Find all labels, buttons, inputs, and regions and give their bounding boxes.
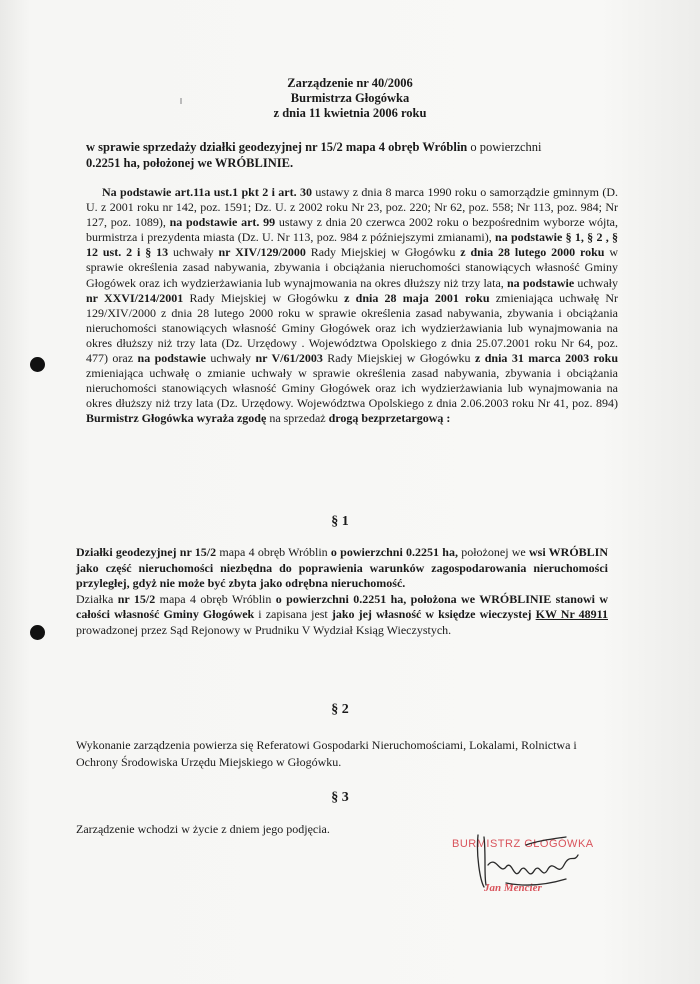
sec1-bold: jako jej własność w księdze wieczystej [331, 607, 532, 621]
basis-text: uchwały [205, 351, 256, 366]
sec1-text: i zapisana jest [254, 607, 332, 621]
document-subject [86, 140, 626, 171]
basis-text: ustawy z dnia 8 marca 1990 roku o samorządzie gminnym (D. U. z 2001 roku nr 142, poz. 1591; Dz. U. z 2002 roku Nr 23, poz. 220; Nr 62, poz. 558; Nr 113, poz. 984; Nr 127, poz. 1089), [86, 185, 618, 230]
basis-text: uchwały [168, 245, 219, 260]
document-header [240, 76, 460, 121]
basis-text: w sprawie określenia zasad nabywania, zbywania i obciążania nieruchomości stanowiących własność Gminy Głogówek oraz ich wydzierżawiania lub wynajmowania na okres dłuższy niż trzy lata, [86, 245, 618, 290]
pen-mark [180, 98, 182, 104]
basis-bold: na podstawie [137, 351, 206, 366]
header-date: z dnia 11 kwietnia 2006 roku [273, 106, 427, 120]
section-1-paragraph-1 [76, 545, 608, 592]
subject-text-bold: w sprawie sprzedaży działki geodezyjnej nr 15/2 mapa 4 obręb Wróblin [86, 140, 468, 154]
sec1-bold: wsi WRÓBLIN jako część nieruchomości niezbędna do poprawienia warunków zagospodarowania nieruchomości przyległej, gdyż nie może być zbyta jako odrębna nieruchomość. [76, 545, 609, 590]
basis-bold: drogą bezprzetargową : [328, 411, 451, 426]
basis-text: ustawy z dnia 20 czerwca 2002 roku o bezpośrednim wyborze wójta, burmistrza i prezydenta miasta (Dz. U. Nr 113, poz. 984 z późniejszymi zmianami), [86, 215, 618, 245]
basis-bold: z dnia 28 maja 2001 roku [344, 290, 490, 305]
basis-bold: Na podstawie art.11a ust.1 pkt 2 i art. 30 [102, 185, 312, 199]
basis-bold: z dnia 28 lutego 2000 roku [460, 245, 605, 260]
basis-bold: nr XIV/129/2000 [218, 245, 306, 260]
handwritten-signature [466, 825, 586, 895]
stamp-title: BURMISTRZ GŁOGÓWKA [452, 838, 594, 850]
basis-bold: na podstawie art. 99 [169, 215, 276, 230]
section-3-body: Zarządzenie wchodzi w życie z dniem jego podjęcia. [76, 822, 330, 836]
basis-text: na sprzedaż [266, 411, 329, 426]
basis-text: Rady Miejskiej w Głogówku [305, 245, 461, 260]
basis-bold: nr V/61/2003 [255, 351, 323, 366]
sec1-text: położonej we [457, 545, 529, 559]
sec1-bold: Działki geodezyjnej nr 15/2 [76, 545, 217, 559]
section-1-body [76, 545, 608, 638]
section-3-heading: § 3 [331, 790, 349, 805]
sec1-bold: o powierzchni 0.2251 ha, [330, 545, 458, 559]
sec1-text: prowadzonej przez Sąd Rejonowy w Prudniku V Wydział Ksiąg Wieczystych. [76, 622, 452, 637]
section-1-paragraph-2 [76, 592, 608, 639]
basis-bold: Burmistrz Głogówka wyraża zgodę [86, 411, 267, 426]
basis-text: uchwały [574, 275, 619, 290]
subject-text: o powierzchni [467, 140, 542, 154]
header-issuer: Burmistrza Głogówka [290, 91, 410, 105]
sec1-bold: nr 15/2 [117, 591, 156, 606]
section-2-heading: § 2 [331, 702, 349, 717]
land-register-number: KW Nr 48911 [535, 607, 608, 621]
punch-hole-top [30, 357, 45, 372]
basis-text: zmieniająca uchwałę Nr 129/XIV/2000 z dnia 28 lutego 2000 roku w sprawie określenia zasad nabywania, zbywania i obciążania nieruchomości stanowiących własność Gminy Głogówek oraz ich wydzierżawiania lub wynajmowania na okres dłuższy niż trzy lata (Dz. Urzędowy . Województwa Opolskiego z dnia 25.07.2001 roku Nr 64, poz. 477) oraz [86, 290, 618, 366]
basis-bold: na podstawie § 1, § 2 , § 12 ust. 2 i § 13 [86, 230, 619, 260]
sec1-text: mapa 4 obręb Wróblin [155, 591, 276, 606]
section-1-heading: § 1 [331, 514, 349, 529]
sec1-text: mapa 4 obręb Wróblin [216, 545, 331, 559]
section-2-body: Wykonanie zarządzenia powierza się Referatowi Gospodarki Nieruchomościami, Lokalami, Rolnictwa i Ochrony Środowiska Urzędu Miejskiego w Głogówku. [76, 738, 577, 769]
basis-bold: z dnia 31 marca 2003 roku [474, 351, 619, 366]
sec1-bold: o powierzchni 0.2251 ha, położona we WRÓBLINIE stanowi w całości własność Gminy Głogówek [76, 591, 609, 621]
legal-basis-paragraph [86, 185, 618, 427]
basis-text: Rady Miejskiej w Głogówku [183, 290, 345, 305]
subject-text-bold-2: 0.2251 ha, położonej we WRÓBLINIE. [86, 155, 294, 170]
punch-hole-bottom [30, 625, 45, 640]
stamp-name: Jan Mencier [484, 882, 542, 894]
basis-bold: nr XXVI/214/2001 [86, 290, 184, 305]
basis-text: Rady Miejskiej w Głogówku [322, 351, 475, 366]
header-title: Zarządzenie nr 40/2006 [287, 76, 413, 90]
basis-text: zmieniająca uchwałę o zmianie uchwały w sprawie określenia zasad nabywania, zbywania i obciążania nieruchomości stanowiących własność Gminy Głogówek oraz ich wydzierżawiania lub wynajmowania na okres dłuższy niż trzy lata (Dz. Urzędowy. Województwa Opolskiego z dnia 2.06.2003 roku Nr 41, poz. 894) [86, 366, 618, 411]
sec1-text: Działka [76, 591, 118, 606]
basis-bold: na podstawie [506, 275, 575, 290]
